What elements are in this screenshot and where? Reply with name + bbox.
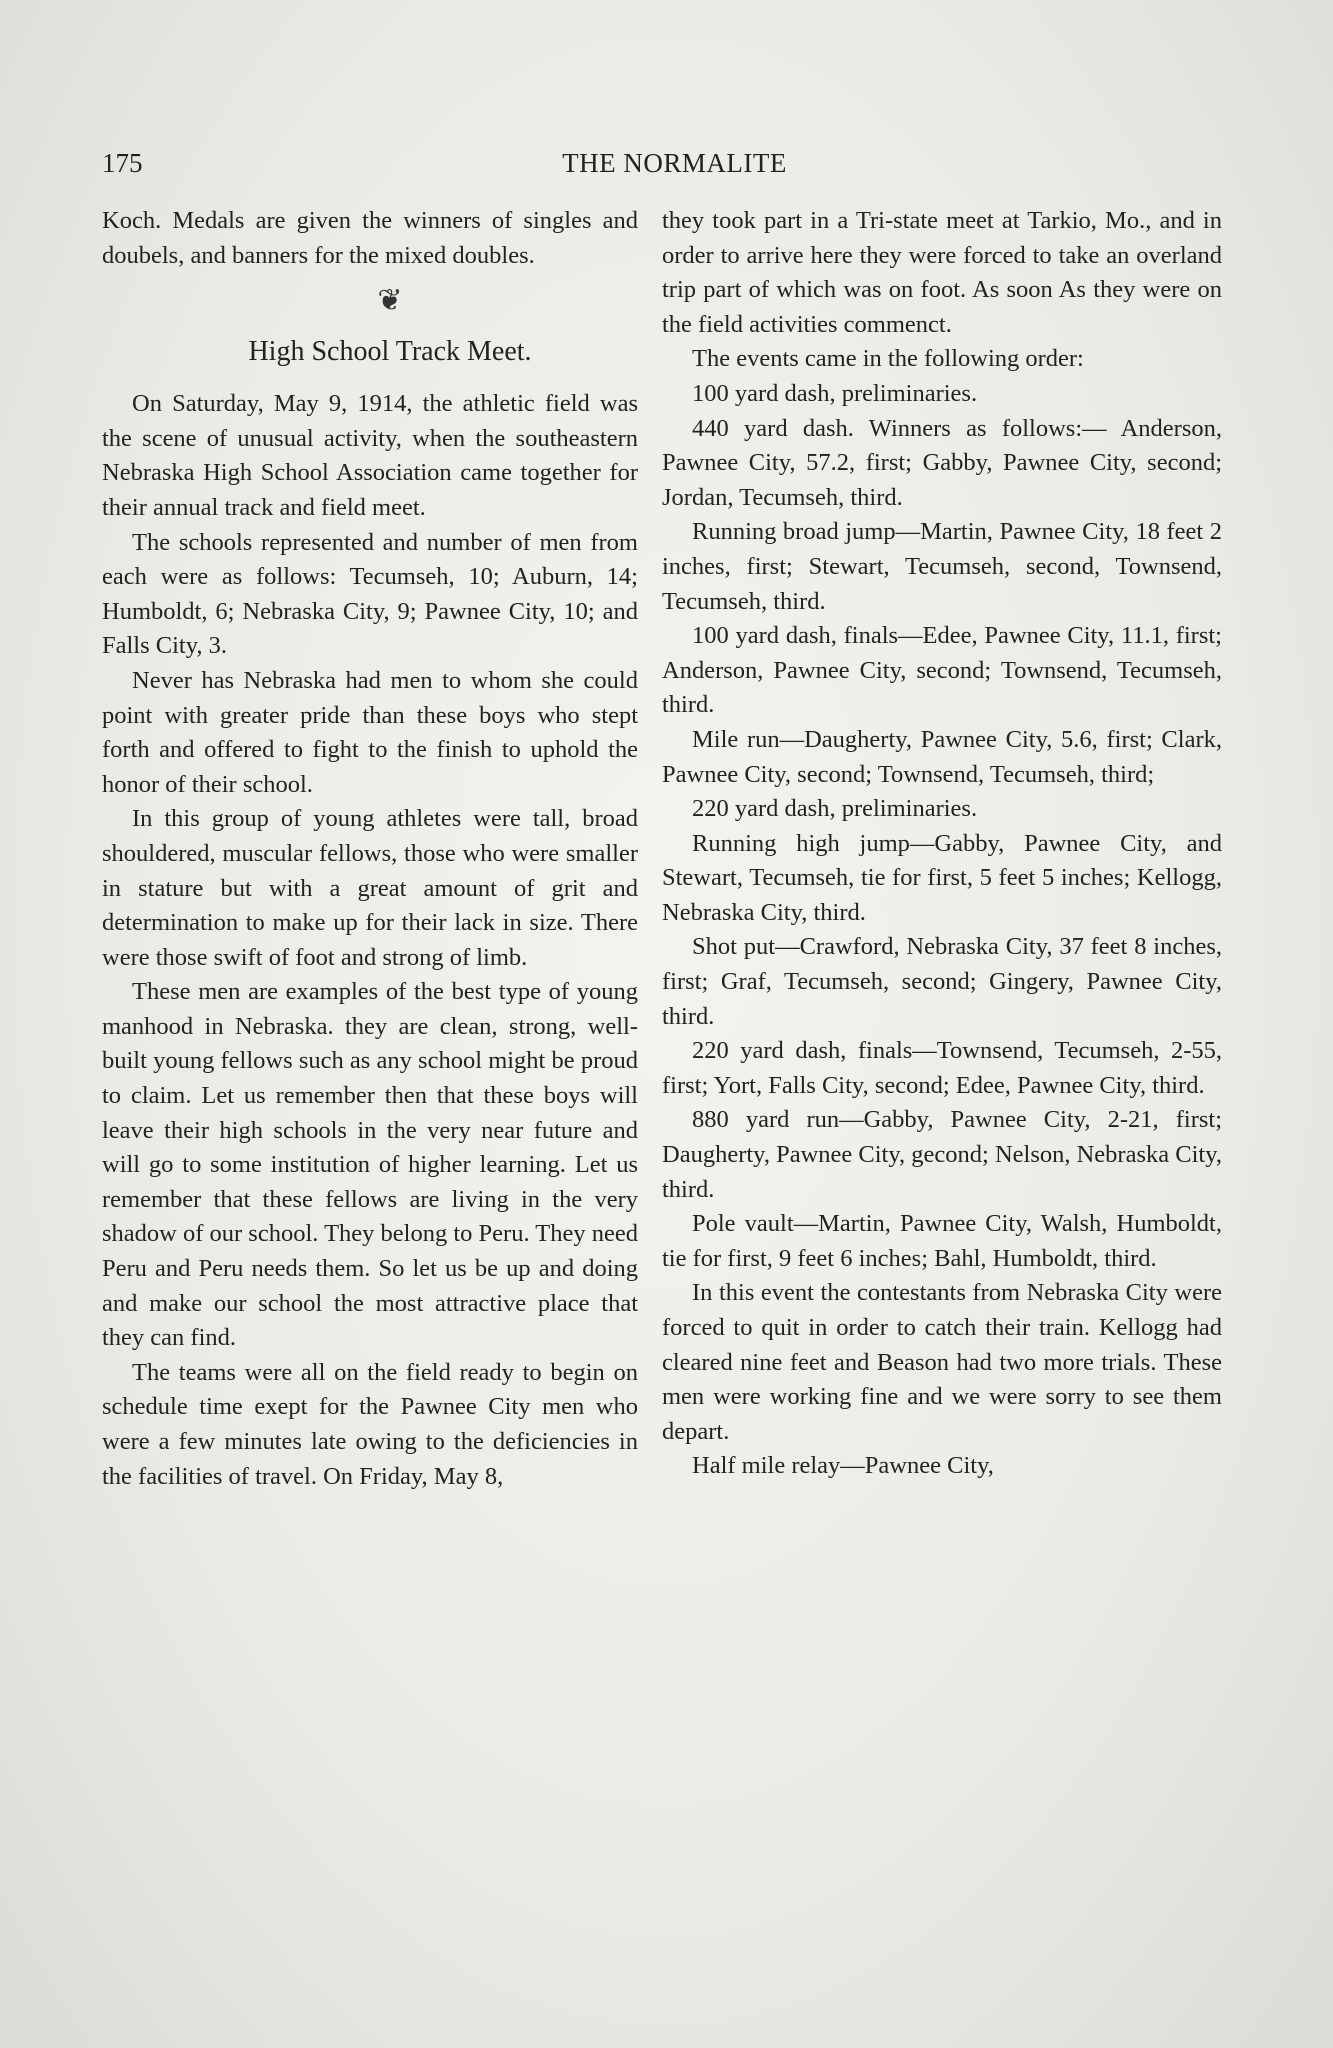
paragraph: 100 yard dash, preliminaries. [692,379,978,407]
paragraph: The events came in the following order: [692,345,1084,373]
paragraph: Running broad jump—Martin, Pawnee City, 18 feet 2 inches, first; Stewart, Tecumseh, second, Townsend, Tecumseh, third. [662,518,1222,615]
paragraph: The teams were all on the field ready to begin on schedule time exept for the Pawnee City men who were a few minutes late owing to the deficiencies in the facilities of travel. On Friday, May 8, [102,1358,638,1490]
paragraph: Koch. Medals are given the winners of singles and doubels, and banners for the mixed doubles. [102,207,638,269]
paragraph: Half mile relay—Pawnee City, [692,1452,994,1480]
paragraph: Running high jump—Gabby, Pawnee City, and Stewart, Tecumseh, tie for first, 5 feet 5 inches; Kellogg, Nebraska City, third. [662,829,1222,926]
running-title: THE NORMALITE [562,148,787,178]
paragraph: 220 yard dash, preliminaries. [692,795,978,823]
paragraph: These men are examples of the best type of young manhood in Nebraska. they are clean, strong, well-built young fellows such as any school might be proud to claim. Let us remember then that these boys will leave their high schools in the very near future and will go to some institution of higher learning. Let us remember that these fellows are living in the very shadow of our school. They belong to Peru. They need Peru and Peru needs them. So let us be up and doing and make our school the most attractive place that they can find. [102,978,638,1352]
paragraph: 220 yard dash, finals—Townsend, Tecumseh, 2-55, first; Yort, Falls City, second; Edee, Pawnee City, third. [662,1037,1222,1099]
paragraph: they took part in a Tri-state meet at Tarkio, Mo., and in order to arrive here they were forced to take an overland trip part of which was on foot. As soon As they were on the field activities commenct. [662,207,1222,338]
paragraph: The schools represented and number of men from each were as follows: Tecumseh, 10; Auburn, 14; Humboldt, 6; Nebraska City, 9; Pawnee City, 10; and Falls City, 3. [102,528,638,660]
paragraph: On Saturday, May 9, 1914, the athletic field was the scene of unusual activity, when the southeastern Nebraska High School Association came together for their annual track and field meet. [102,390,638,521]
paragraph: Shot put—Crawford, Nebraska City, 37 feet 8 inches, first; Graf, Tecumseh, second; Gingery, Pawnee City, third. [662,933,1222,1030]
left-column [102,204,638,1494]
paragraph: 880 yard run—Gabby, Pawnee City, 2-21, first; Daugherty, Pawnee City, gecond; Nelson, Nebraska City, third. [662,1106,1222,1203]
right-column [662,204,1222,1484]
paragraph: In this group of young athletes were tall, broad shouldered, muscular fellows, those who were smaller in stature but with a great amount of grit and determination to make up for their lack in size. There were those swift of foot and strong of limb. [102,805,638,971]
paragraph: 440 yard dash. Winners as follows:— Anderson, Pawnee City, 57.2, first; Gabby, Pawnee City, second; Jordan, Tecumseh, third. [662,414,1222,511]
paragraph: Mile run—Daugherty, Pawnee City, 5.6, first; Clark, Pawnee City, second; Townsend, Tecumseh, third; [662,725,1222,788]
ornament-icon: ❦ [377,284,403,318]
paragraph: Pole vault—Martin, Pawnee City, Walsh, Humboldt, tie for first, 9 feet 6 inches; Bahl, Humboldt, third. [662,1210,1222,1272]
paragraph: Never has Nebraska had men to whom she could point with greater pride than these boys who stept forth and offered to fight to the finish to uphold the honor of their school. [102,666,638,798]
paragraph: 100 yard dash, finals—Edee, Pawnee City, 11.1, first; Anderson, Pawnee City, second; Townsend, Tecumseh, third. [662,622,1222,719]
section-heading: High School Track Meet. [248,336,532,368]
page-header [102,148,1247,188]
page-number: 175 [102,148,143,178]
paragraph: In this event the contestants from Nebraska City were forced to quit in order to catch their train. Kellogg had cleared nine feet and Beason had two more trials. These men were working fine and we were sorry to see them depart. [662,1279,1222,1445]
